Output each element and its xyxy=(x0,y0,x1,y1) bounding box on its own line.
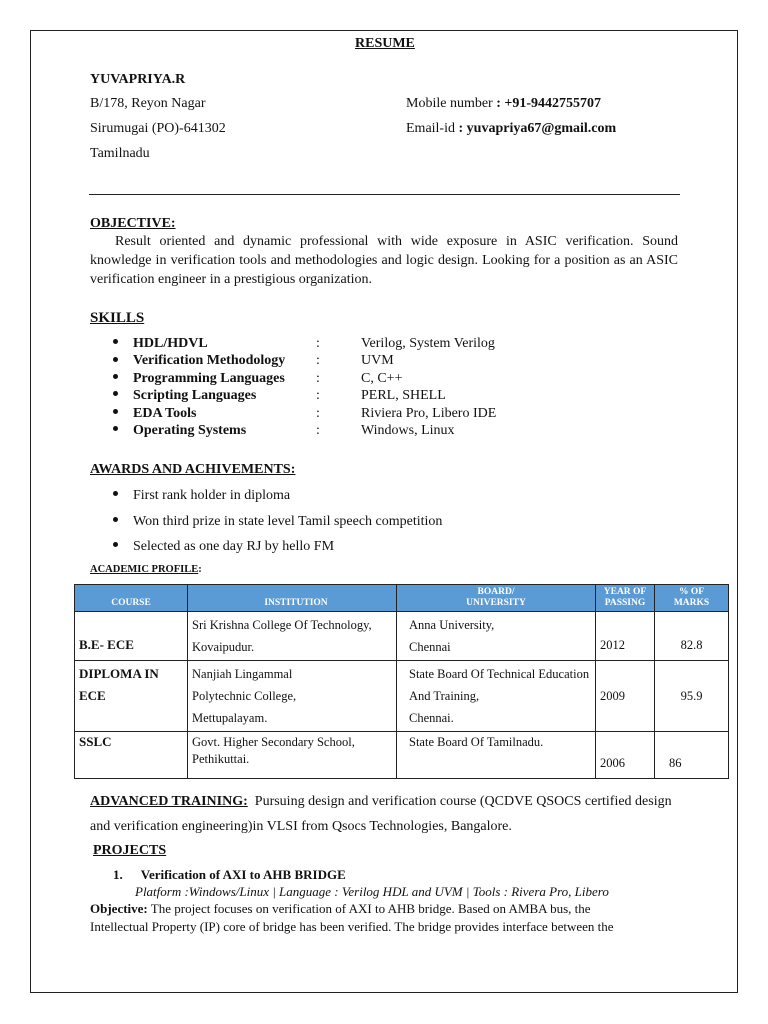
academic-header-row xyxy=(75,585,729,612)
bullet-icon xyxy=(113,491,118,496)
bullet-icon xyxy=(113,517,118,522)
skill-item: Operating Systems : Windows, Linux xyxy=(113,423,613,440)
mobile-value: +91-9442755707 xyxy=(504,96,602,111)
col-marks: % OF MARKS xyxy=(655,585,729,612)
academic-heading: ACADEMIC PROFILE: xyxy=(90,564,202,575)
email-value[interactable]: yuvapriya67@gmail.com xyxy=(466,121,617,136)
skills-list xyxy=(113,336,613,440)
bullet-icon xyxy=(113,542,118,547)
project-objective-line-1: Objective: The project focuses on verification of AXI to AHB bridge. Based on AMBA bus, the xyxy=(90,901,591,916)
objective-heading: OBJECTIVE: xyxy=(90,216,176,231)
awards-heading: AWARDS AND ACHIVEMENTS: xyxy=(90,462,296,477)
bullet-icon xyxy=(113,409,118,414)
awards-list xyxy=(113,488,442,565)
mobile-label: Mobile number xyxy=(406,96,493,111)
bullet-icon xyxy=(113,339,118,344)
col-institution: INSTITUTION xyxy=(188,585,397,612)
address-line-2: Sirumugai (PO)-641302 xyxy=(90,121,226,136)
address-line-1: B/178, Reyon Nagar xyxy=(90,96,206,111)
advanced-training-line-2: and verification engineering)in VLSI from Qsocs Technologies, Bangalore. xyxy=(90,819,512,834)
project-title: 1. Verification of AXI to AHB BRIDGE xyxy=(113,867,346,882)
project-objective-line-2: Intellectual Property (IP) core of bridge has been verified. The bridge provides interface between the xyxy=(90,919,614,934)
advanced-training-heading: ADVANCED TRAINING: xyxy=(90,794,248,809)
award-item: Won third prize in state level Tamil speech competition xyxy=(113,514,442,540)
col-board: BOARD/ UNIVERSITY xyxy=(397,585,596,612)
skill-item: Scripting Languages : PERL, SHELL xyxy=(113,388,613,405)
email-line: Email-id : yuvapriya67@gmail.com xyxy=(406,121,617,136)
mobile-line: Mobile number : +91-9442755707 xyxy=(406,96,602,111)
project-platform: Platform :Windows/Linux | Language : Verilog HDL and UVM | Tools : Rivera Pro, Libero xyxy=(135,884,609,899)
objective-text: Result oriented and dynamic professional with wide exposure in ASIC verification. Sound knowledge in verification tools and methodologies and logic design. Looking for a position as an ASIC verification engineer in a prestigious organization. xyxy=(90,234,678,287)
address-line-3: Tamilnadu xyxy=(90,146,150,161)
skill-item: Programming Languages : C, C++ xyxy=(113,371,613,388)
col-year: YEAR OF PASSING xyxy=(596,585,655,612)
award-item: Selected as one day RJ by hello FM xyxy=(113,539,442,565)
bullet-icon xyxy=(113,357,118,362)
projects-heading: PROJECTS xyxy=(93,843,167,858)
header-divider xyxy=(89,194,680,195)
skill-item: Verification Methodology : UVM xyxy=(113,353,613,370)
col-course: COURSE xyxy=(75,585,188,612)
table-row: SSLC Govt. Higher Secondary School, Pethikuttai. State Board Of Tamilnadu. 2006 86 xyxy=(75,732,729,779)
skill-item: EDA Tools : Riviera Pro, Libero IDE xyxy=(113,406,613,423)
bullet-icon xyxy=(113,374,118,379)
award-item: First rank holder in diploma xyxy=(113,488,442,514)
resume-title: RESUME xyxy=(355,36,415,51)
academic-table xyxy=(74,584,729,779)
table-row: B.E- ECE Sri Krishna College Of Technology, Kovaipudur. Anna University, Chennai 2012 82.8 xyxy=(75,612,729,661)
advanced-training-line-1: ADVANCED TRAINING: Pursuing design and verification course (QCDVE QSOCS certified design xyxy=(90,794,672,809)
skills-heading: SKILLS xyxy=(90,310,145,326)
table-row: DIPLOMA IN ECE Nanjiah Lingammal Polytechnic College, Mettupalayam. State Board Of Technical Education And Training, Chennai. 2009 95.9 xyxy=(75,661,729,732)
bullet-icon xyxy=(113,391,118,396)
candidate-name: YUVAPRIYA.R xyxy=(90,72,186,87)
email-label: Email-id xyxy=(406,121,455,136)
skill-item: HDL/HDVL : Verilog, System Verilog xyxy=(113,336,613,353)
bullet-icon xyxy=(113,426,118,431)
